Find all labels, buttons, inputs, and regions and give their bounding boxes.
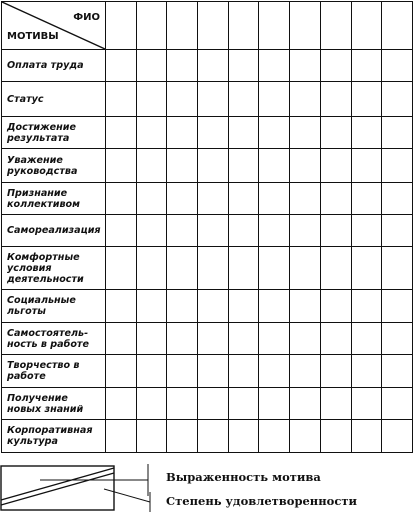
score-cell[interactable]	[106, 183, 137, 215]
score-cell[interactable]	[106, 247, 137, 290]
score-cell[interactable]	[351, 149, 382, 183]
score-cell[interactable]	[198, 117, 229, 149]
score-cell[interactable]	[228, 183, 259, 215]
score-cell[interactable]	[228, 290, 259, 323]
score-cell[interactable]	[167, 290, 198, 323]
score-cell[interactable]	[167, 323, 198, 355]
legend-label-expression: Выраженность мотива	[166, 470, 321, 484]
score-cell[interactable]	[198, 420, 229, 453]
score-cell[interactable]	[228, 215, 259, 247]
score-cell[interactable]	[290, 290, 321, 323]
score-cell[interactable]	[167, 247, 198, 290]
score-cell[interactable]	[167, 82, 198, 117]
score-cell[interactable]	[351, 117, 382, 149]
score-cell[interactable]	[228, 355, 259, 388]
score-cell[interactable]	[320, 290, 351, 323]
motive-label: Статус	[2, 82, 106, 117]
score-cell[interactable]	[167, 149, 198, 183]
score-cell[interactable]	[106, 420, 137, 453]
score-cell[interactable]	[320, 183, 351, 215]
score-cell[interactable]	[259, 323, 290, 355]
score-cell[interactable]	[136, 117, 167, 149]
score-cell[interactable]	[136, 355, 167, 388]
score-cell[interactable]	[136, 420, 167, 453]
name-cell[interactable]	[351, 2, 382, 50]
score-cell[interactable]	[382, 290, 413, 323]
score-cell[interactable]	[382, 82, 413, 117]
score-cell[interactable]	[290, 215, 321, 247]
motive-label: Признание коллективом	[2, 183, 106, 215]
score-cell[interactable]	[351, 323, 382, 355]
score-cell[interactable]	[106, 388, 137, 420]
header-fio: ФИО	[73, 12, 100, 23]
motives-table	[1, 1, 413, 453]
score-cell[interactable]	[259, 149, 290, 183]
score-cell[interactable]	[320, 82, 351, 117]
score-cell[interactable]	[320, 247, 351, 290]
score-cell[interactable]	[167, 355, 198, 388]
score-cell[interactable]	[351, 388, 382, 420]
score-cell[interactable]	[106, 215, 137, 247]
score-cell[interactable]	[320, 388, 351, 420]
score-cell[interactable]	[382, 420, 413, 453]
name-cell[interactable]	[290, 2, 321, 50]
score-cell[interactable]	[106, 149, 137, 183]
score-cell[interactable]	[259, 290, 290, 323]
score-cell[interactable]	[259, 420, 290, 453]
score-cell[interactable]	[167, 50, 198, 82]
score-cell[interactable]	[167, 420, 198, 453]
score-cell[interactable]	[228, 420, 259, 453]
score-cell[interactable]	[106, 82, 137, 117]
score-cell[interactable]	[382, 117, 413, 149]
score-cell[interactable]	[228, 82, 259, 117]
name-cell[interactable]	[320, 2, 351, 50]
score-cell[interactable]	[351, 420, 382, 453]
motive-label: Достижение результата	[2, 117, 106, 149]
score-cell[interactable]	[382, 355, 413, 388]
legend-label-satisfaction: Степень удовлетворенности	[166, 494, 357, 508]
score-cell[interactable]	[198, 388, 229, 420]
score-cell[interactable]	[259, 355, 290, 388]
score-cell[interactable]	[106, 323, 137, 355]
score-cell[interactable]	[351, 50, 382, 82]
score-cell[interactable]	[106, 117, 137, 149]
score-cell[interactable]	[228, 117, 259, 149]
score-cell[interactable]	[320, 50, 351, 82]
score-cell[interactable]	[106, 355, 137, 388]
score-cell[interactable]	[290, 388, 321, 420]
score-cell[interactable]	[259, 247, 290, 290]
score-cell[interactable]	[320, 323, 351, 355]
motive-label: Комфортные условия деятельности	[2, 247, 106, 290]
score-cell[interactable]	[106, 290, 137, 323]
score-cell[interactable]	[259, 117, 290, 149]
score-cell[interactable]	[198, 355, 229, 388]
motive-label: Корпоративная культура	[2, 420, 106, 453]
score-cell[interactable]	[136, 247, 167, 290]
motive-label: Самостоятель-ность в работе	[2, 323, 106, 355]
name-cell[interactable]	[136, 2, 167, 50]
motive-label: Оплата труда	[2, 50, 106, 82]
score-cell[interactable]	[136, 50, 167, 82]
score-cell[interactable]	[290, 149, 321, 183]
score-cell[interactable]	[259, 50, 290, 82]
motive-label: Получение новых знаний	[2, 388, 106, 420]
score-cell[interactable]	[136, 290, 167, 323]
score-cell[interactable]	[228, 50, 259, 82]
score-cell[interactable]	[290, 247, 321, 290]
score-cell[interactable]	[351, 290, 382, 323]
score-cell[interactable]	[136, 82, 167, 117]
name-cell[interactable]	[382, 2, 413, 50]
name-cell[interactable]	[167, 2, 198, 50]
score-cell[interactable]	[198, 183, 229, 215]
score-cell[interactable]	[290, 50, 321, 82]
score-cell[interactable]	[136, 149, 167, 183]
score-cell[interactable]	[290, 323, 321, 355]
score-cell[interactable]	[259, 183, 290, 215]
name-cell[interactable]	[228, 2, 259, 50]
score-cell[interactable]	[320, 420, 351, 453]
score-cell[interactable]	[167, 215, 198, 247]
score-cell[interactable]	[290, 355, 321, 388]
motive-label: Уважение руководства	[2, 149, 106, 183]
score-cell[interactable]	[290, 183, 321, 215]
score-cell[interactable]	[198, 82, 229, 117]
score-cell[interactable]	[228, 247, 259, 290]
score-cell[interactable]	[136, 388, 167, 420]
score-cell[interactable]	[198, 149, 229, 183]
score-cell[interactable]	[198, 50, 229, 82]
score-cell[interactable]	[382, 388, 413, 420]
score-cell[interactable]	[351, 215, 382, 247]
score-cell[interactable]	[382, 50, 413, 82]
score-cell[interactable]	[136, 323, 167, 355]
motive-label: Социальные льготы	[2, 290, 106, 323]
score-cell[interactable]	[228, 323, 259, 355]
motive-label: Самореализация	[2, 215, 106, 247]
score-cell[interactable]	[290, 420, 321, 453]
score-cell[interactable]	[290, 82, 321, 117]
score-cell[interactable]	[382, 215, 413, 247]
score-cell[interactable]	[259, 215, 290, 247]
header-motivy: МОТИВЫ	[7, 31, 59, 42]
name-cell[interactable]	[198, 2, 229, 50]
score-cell[interactable]	[198, 323, 229, 355]
score-cell[interactable]	[167, 388, 198, 420]
score-cell[interactable]	[351, 247, 382, 290]
score-cell[interactable]	[320, 215, 351, 247]
score-cell[interactable]	[106, 50, 137, 82]
score-cell[interactable]	[167, 183, 198, 215]
score-cell[interactable]	[351, 82, 382, 117]
score-cell[interactable]	[351, 183, 382, 215]
motive-label: Творчество в работе	[2, 355, 106, 388]
score-cell[interactable]	[228, 388, 259, 420]
score-cell[interactable]	[167, 117, 198, 149]
name-cell[interactable]	[259, 2, 290, 50]
score-cell[interactable]	[259, 388, 290, 420]
score-cell[interactable]	[320, 355, 351, 388]
score-cell[interactable]	[351, 355, 382, 388]
score-cell[interactable]	[136, 215, 167, 247]
header-diagonal-cell	[2, 2, 106, 50]
score-cell[interactable]	[136, 183, 167, 215]
score-cell[interactable]	[228, 149, 259, 183]
score-cell[interactable]	[382, 149, 413, 183]
name-cell[interactable]	[106, 2, 137, 50]
score-cell[interactable]	[198, 247, 229, 290]
score-cell[interactable]	[259, 82, 290, 117]
score-cell[interactable]	[290, 117, 321, 149]
score-cell[interactable]	[198, 215, 229, 247]
score-cell[interactable]	[320, 117, 351, 149]
score-cell[interactable]	[382, 323, 413, 355]
score-cell[interactable]	[198, 290, 229, 323]
score-cell[interactable]	[382, 183, 413, 215]
score-cell[interactable]	[320, 149, 351, 183]
score-cell[interactable]	[382, 247, 413, 290]
